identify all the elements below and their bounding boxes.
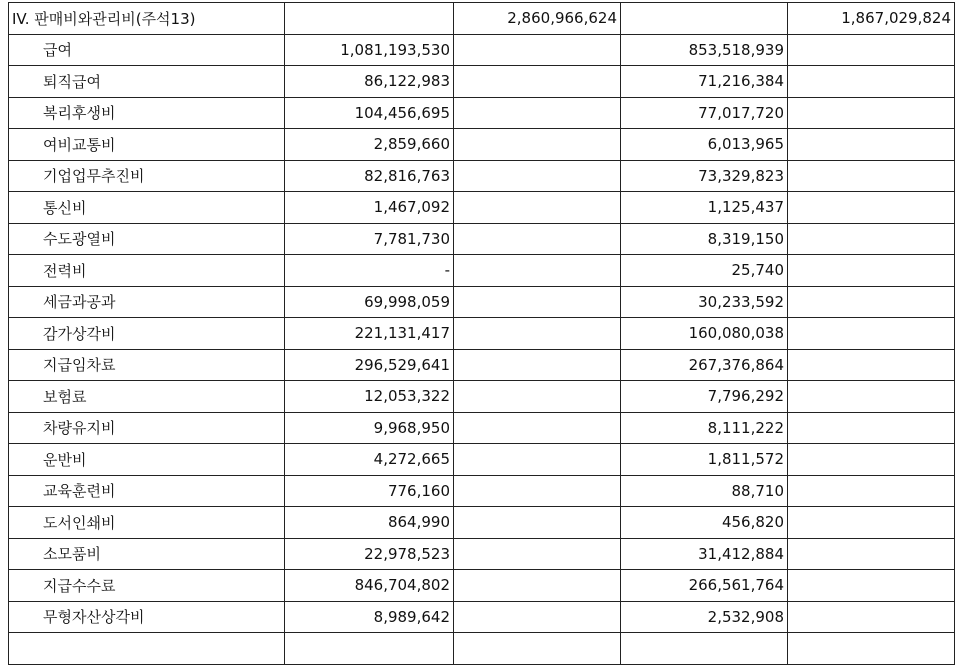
current-item-value: 776,160 — [285, 475, 454, 507]
prior-total-cell — [788, 192, 955, 224]
prior-item-value: 2,532,908 — [621, 601, 788, 633]
table-row — [9, 475, 955, 507]
table-row — [9, 538, 955, 570]
current-total-cell — [454, 507, 621, 539]
prior-total-cell — [788, 97, 955, 129]
table-row — [9, 601, 955, 633]
prior-item-value: 8,319,150 — [621, 223, 788, 255]
current-total-cell — [454, 286, 621, 318]
current-total-cell — [454, 475, 621, 507]
current-item-value: 82,816,763 — [285, 160, 454, 192]
current-total-cell — [454, 601, 621, 633]
prior-item-value: 456,820 — [621, 507, 788, 539]
prior-total-cell — [788, 286, 955, 318]
current-item-value: 104,456,695 — [285, 97, 454, 129]
current-item-value: - — [285, 255, 454, 287]
table-row — [9, 286, 955, 318]
current-total-cell — [454, 570, 621, 602]
empty-cell — [454, 633, 621, 665]
prior-item-value: 30,233,592 — [621, 286, 788, 318]
row-label: 수도광열비 — [9, 223, 285, 255]
row-label: 감가상각비 — [9, 318, 285, 350]
prior-item-value: 73,329,823 — [621, 160, 788, 192]
current-total-cell — [454, 412, 621, 444]
table-row — [9, 255, 955, 287]
empty-cell — [9, 633, 285, 665]
current-item-value: 1,081,193,530 — [285, 34, 454, 66]
prior-item-value: 77,017,720 — [621, 97, 788, 129]
current-item-value: 846,704,802 — [285, 570, 454, 602]
current-total-cell — [454, 66, 621, 98]
prior-total-cell — [788, 160, 955, 192]
table-row — [9, 507, 955, 539]
current-total-cell — [454, 129, 621, 161]
current-total-cell — [454, 538, 621, 570]
prior-item-value: 266,561,764 — [621, 570, 788, 602]
row-label: 교육훈련비 — [9, 475, 285, 507]
prior-total-cell: 1,867,029,824 — [788, 3, 955, 35]
row-label: 차량유지비 — [9, 412, 285, 444]
row-label: 급여 — [9, 34, 285, 66]
current-item-value: 86,122,983 — [285, 66, 454, 98]
table-row — [9, 223, 955, 255]
current-item-value: 22,978,523 — [285, 538, 454, 570]
current-total-cell — [454, 97, 621, 129]
row-label: 퇴직급여 — [9, 66, 285, 98]
row-label: 세금과공과 — [9, 286, 285, 318]
current-item-value: 8,989,642 — [285, 601, 454, 633]
current-item-value: 69,998,059 — [285, 286, 454, 318]
prior-total-cell — [788, 318, 955, 350]
current-item-value: 1,467,092 — [285, 192, 454, 224]
prior-total-cell — [788, 570, 955, 602]
row-label: 소모품비 — [9, 538, 285, 570]
row-label: 지급임차료 — [9, 349, 285, 381]
current-total-cell — [454, 192, 621, 224]
current-total-cell — [454, 160, 621, 192]
current-item-value: 12,053,322 — [285, 381, 454, 413]
row-label: 무형자산상각비 — [9, 601, 285, 633]
prior-item-value: 25,740 — [621, 255, 788, 287]
prior-total-cell — [788, 475, 955, 507]
row-label: 운반비 — [9, 444, 285, 476]
prior-item-value: 853,518,939 — [621, 34, 788, 66]
table-row — [9, 160, 955, 192]
table-row — [9, 412, 955, 444]
prior-total-cell — [788, 255, 955, 287]
current-item-value: 4,272,665 — [285, 444, 454, 476]
current-item-value: 7,781,730 — [285, 223, 454, 255]
prior-item-value: 7,796,292 — [621, 381, 788, 413]
prior-total-cell — [788, 444, 955, 476]
table-row — [9, 570, 955, 602]
current-total-cell — [454, 255, 621, 287]
prior-total-cell — [788, 66, 955, 98]
current-total-cell: 2,860,966,624 — [454, 3, 621, 35]
empty-cell — [285, 633, 454, 665]
empty-cell — [788, 633, 955, 665]
table-row — [9, 129, 955, 161]
row-label: 도서인쇄비 — [9, 507, 285, 539]
table-row-cut-off — [9, 633, 955, 665]
prior-item-value: 267,376,864 — [621, 349, 788, 381]
row-label: 지급수수료 — [9, 570, 285, 602]
current-item-value: 2,859,660 — [285, 129, 454, 161]
prior-total-cell — [788, 601, 955, 633]
table-row — [9, 381, 955, 413]
current-total-cell — [454, 34, 621, 66]
prior-item-value: 8,111,222 — [621, 412, 788, 444]
table-row — [9, 66, 955, 98]
row-label: 통신비 — [9, 192, 285, 224]
prior-item-value: 88,710 — [621, 475, 788, 507]
sga-expense-table — [8, 2, 955, 665]
prior-total-cell — [788, 129, 955, 161]
current-item-value: 296,529,641 — [285, 349, 454, 381]
table-row — [9, 349, 955, 381]
prior-item-cell — [621, 3, 788, 35]
section-header-row — [9, 3, 955, 35]
row-label: 복리후생비 — [9, 97, 285, 129]
row-label: 기업업무추진비 — [9, 160, 285, 192]
current-item-cell — [285, 3, 454, 35]
current-total-cell — [454, 381, 621, 413]
row-label: 전력비 — [9, 255, 285, 287]
row-label: 여비교통비 — [9, 129, 285, 161]
current-total-cell — [454, 349, 621, 381]
table-row — [9, 318, 955, 350]
table-row — [9, 97, 955, 129]
table-row — [9, 34, 955, 66]
prior-total-cell — [788, 34, 955, 66]
prior-total-cell — [788, 349, 955, 381]
current-item-value: 9,968,950 — [285, 412, 454, 444]
current-total-cell — [454, 444, 621, 476]
table-row — [9, 192, 955, 224]
section-label: IV. 판매비와관리비(주석13) — [9, 3, 285, 35]
prior-item-value: 1,125,437 — [621, 192, 788, 224]
current-total-cell — [454, 318, 621, 350]
prior-total-cell — [788, 412, 955, 444]
prior-total-cell — [788, 507, 955, 539]
row-label: 보험료 — [9, 381, 285, 413]
prior-item-value: 71,216,384 — [621, 66, 788, 98]
prior-item-value: 160,080,038 — [621, 318, 788, 350]
prior-item-value: 1,811,572 — [621, 444, 788, 476]
prior-item-value: 31,412,884 — [621, 538, 788, 570]
current-item-value: 864,990 — [285, 507, 454, 539]
prior-total-cell — [788, 381, 955, 413]
empty-cell — [621, 633, 788, 665]
prior-item-value: 6,013,965 — [621, 129, 788, 161]
table-row — [9, 444, 955, 476]
prior-total-cell — [788, 538, 955, 570]
current-total-cell — [454, 223, 621, 255]
current-item-value: 221,131,417 — [285, 318, 454, 350]
prior-total-cell — [788, 223, 955, 255]
table-body — [9, 3, 955, 665]
